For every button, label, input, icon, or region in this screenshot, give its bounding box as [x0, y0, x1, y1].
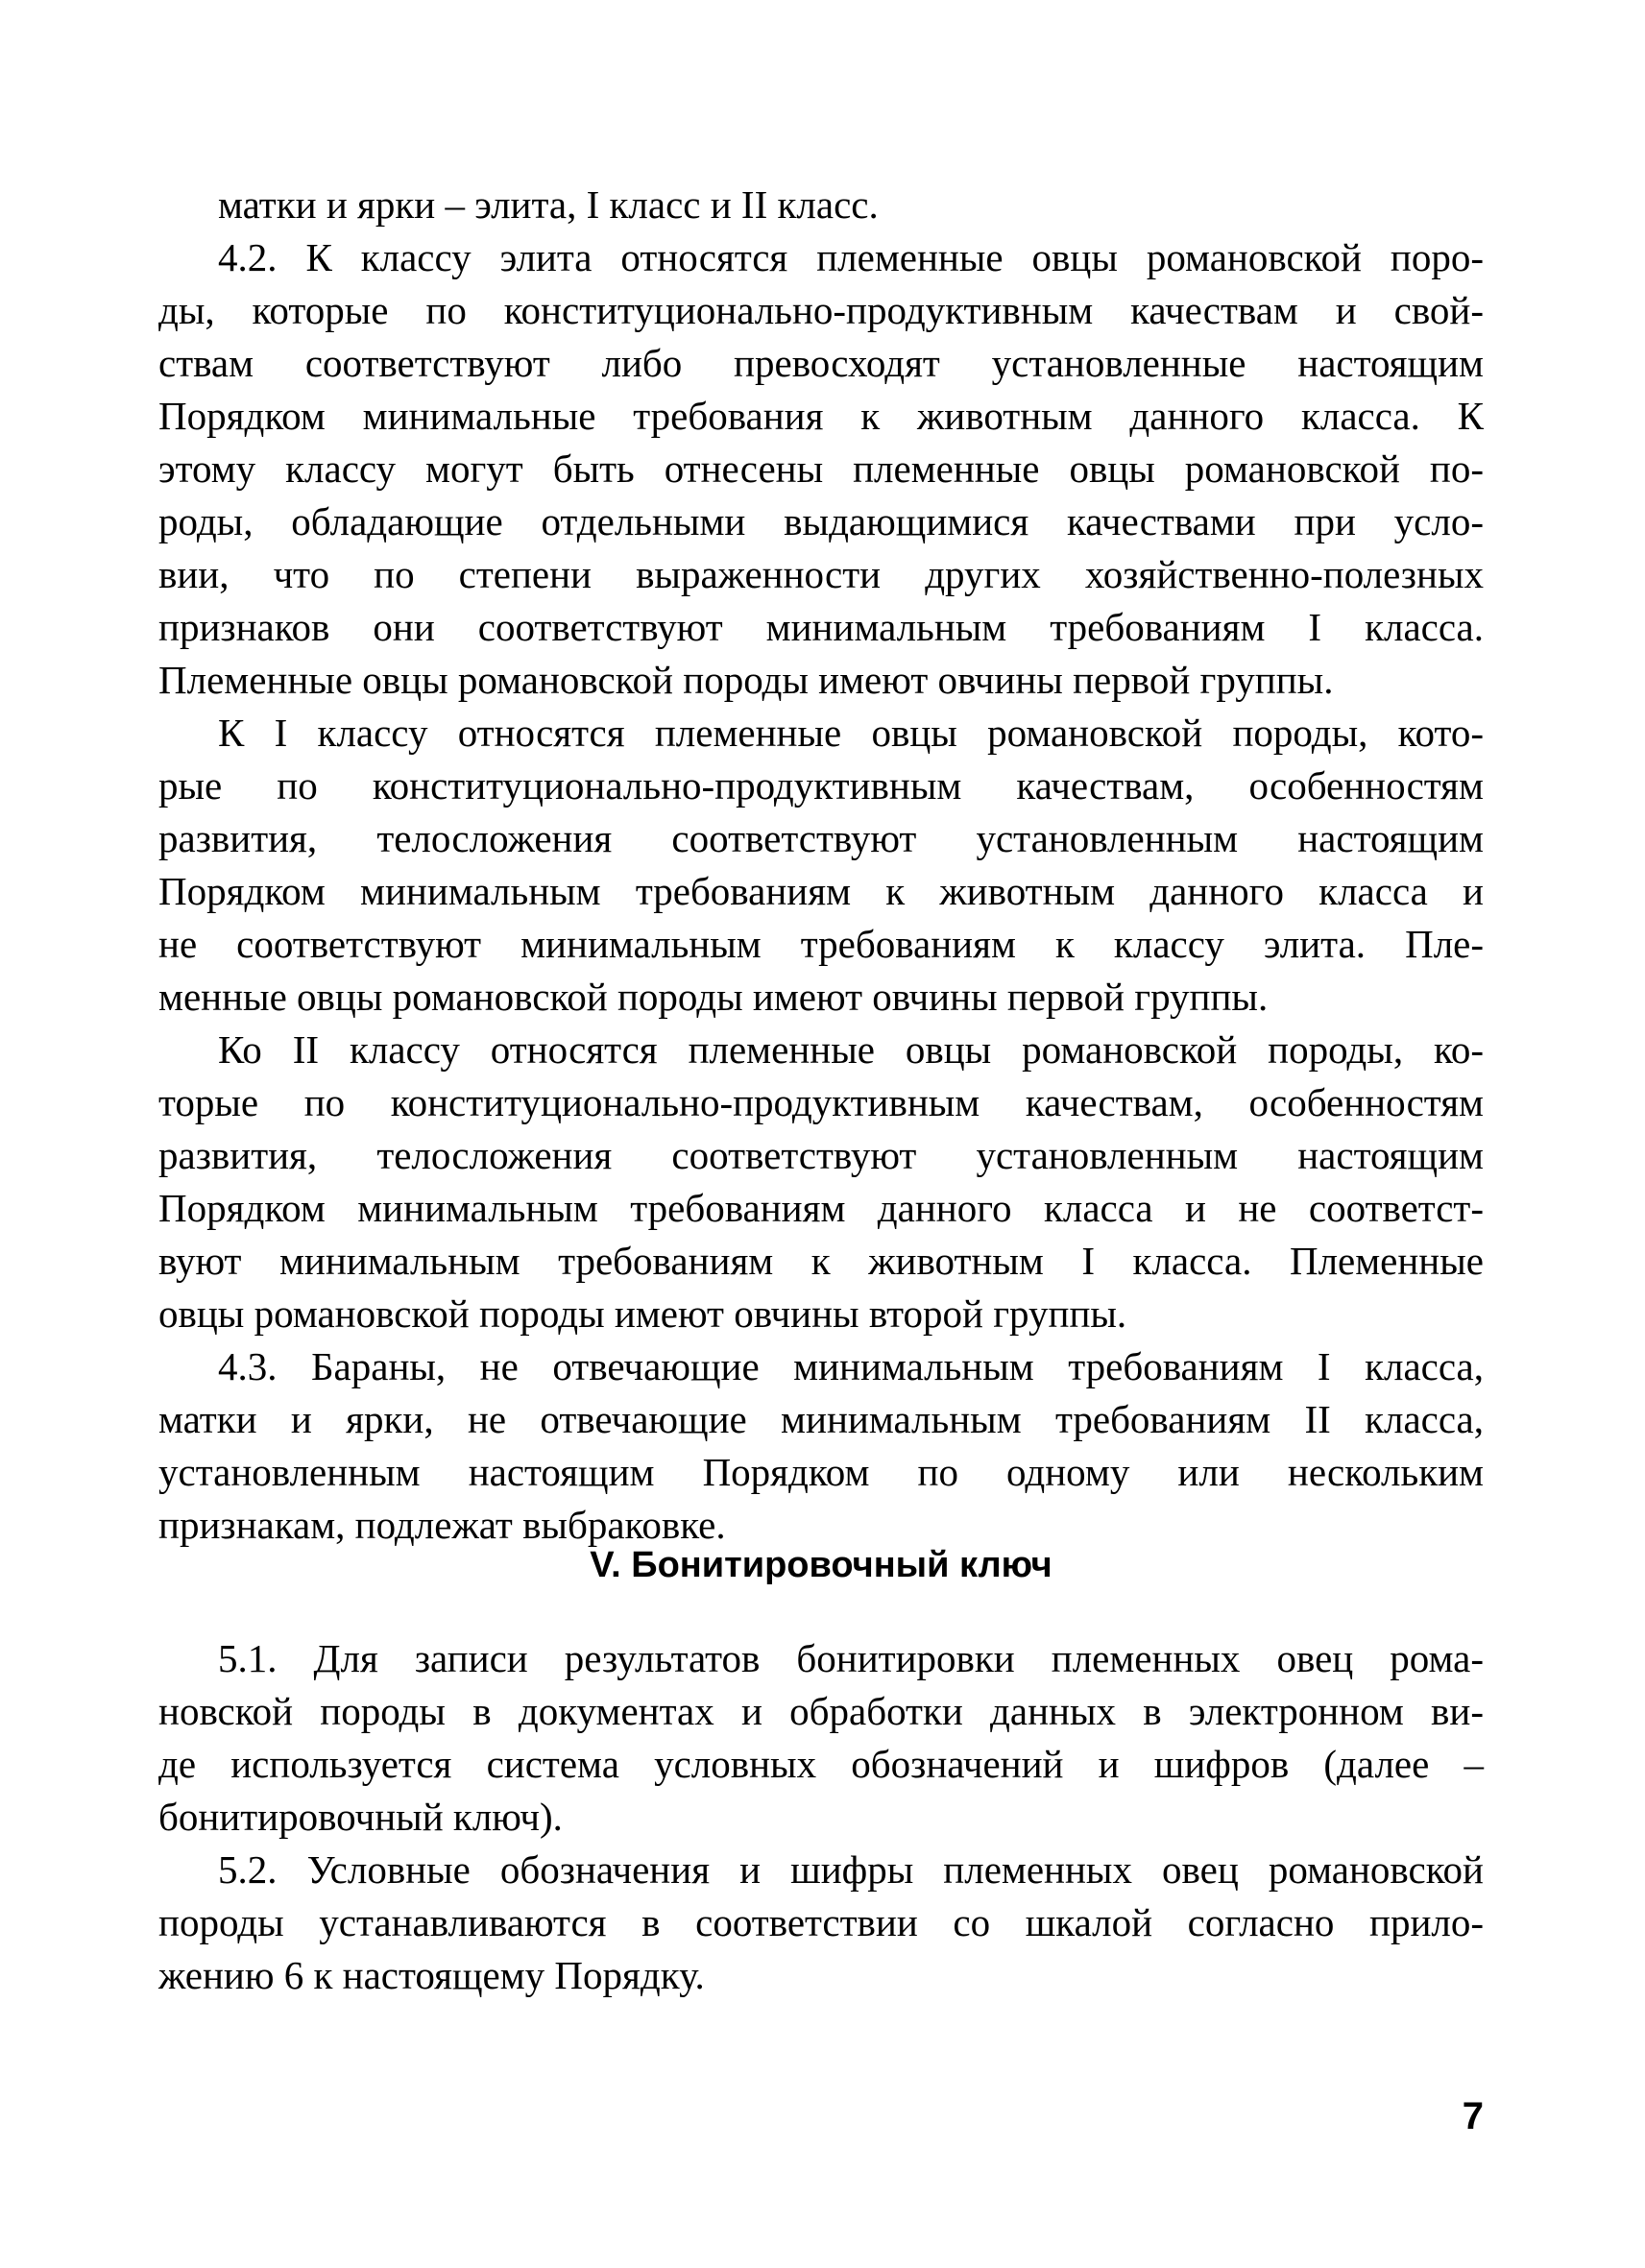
text-line: рые по конституционально-продуктивным качествам, особенностям [158, 763, 1484, 808]
text-line: этому классу могут быть отнесены племенные овцы романовской по- [158, 446, 1484, 491]
text-line: ды, которые по конституционально-продуктивным качествам и свой- [158, 288, 1484, 332]
paragraph [158, 179, 1484, 231]
text-line: Порядком минимальным требованиям данного класса и не соответст- [158, 1186, 1484, 1230]
text-line: признакам, подлежат выбраковке. [158, 1503, 726, 1547]
section-4-text [158, 179, 1484, 1552]
text-line: матки и ярки – элита, I класс и II класс. [218, 182, 879, 227]
paragraph [158, 707, 1484, 1024]
paragraph [158, 1632, 1484, 1844]
text-line: вуют минимальным требованиям к животным I класса. Племенные [158, 1239, 1484, 1283]
text-line: роды, обладающие отдельными выдающимися качествами при усло- [158, 499, 1484, 543]
page-number: 7 [1462, 2095, 1484, 2137]
text-line: 5.2. Условные обозначения и шифры племенных овец романовской [218, 1847, 1484, 1892]
text-line: не соответствуют минимальным требованиям к классу элита. Пле- [158, 922, 1484, 966]
text-line: матки и ярки, не отвечающие минимальным требованиям II класса, [158, 1397, 1484, 1441]
text-line: де используется система условных обозначений и шифров (далее – [158, 1742, 1484, 1786]
paragraph [158, 1340, 1484, 1552]
section-5-heading: V. Бонитировочный ключ [590, 1545, 1052, 1585]
text-line: признаков они соответствуют минимальным требованиям I класса. [158, 605, 1484, 649]
text-line: 4.3. Бараны, не отвечающие минимальным требованиям I класса, [218, 1344, 1484, 1388]
text-line: овцы романовской породы имеют овчины второй группы. [158, 1291, 1127, 1336]
text-line: Порядком минимальным требованиям к животным данного класса и [158, 869, 1484, 913]
text-line: бонитировочный ключ). [158, 1795, 563, 1839]
paragraph [158, 1844, 1484, 2002]
text-line: развития, телосложения соответствуют установленным настоящим [158, 816, 1484, 860]
text-line: породы устанавливаются в соответствии со шкалой согласно прило- [158, 1900, 1484, 1944]
paragraph [158, 231, 1484, 707]
section-5-text [158, 1632, 1484, 2002]
paragraph [158, 1024, 1484, 1340]
text-line: ствам соответствуют либо превосходят установленные настоящим [158, 341, 1484, 385]
text-line: торые по конституционально-продуктивным качествам, особенностям [158, 1080, 1484, 1124]
text-line: новской породы в документах и обработки данных в электронном ви- [158, 1689, 1484, 1733]
text-line: менные овцы романовской породы имеют овчины первой группы. [158, 975, 1269, 1019]
text-line: развития, телосложения соответствуют установленным настоящим [158, 1133, 1484, 1177]
text-line: установленным настоящим Порядком по одному или нескольким [158, 1450, 1484, 1494]
text-line: Порядком минимальные требования к животным данного класса. К [158, 394, 1484, 438]
text-line: 5.1. Для записи результатов бонитировки племенных овец рома- [218, 1636, 1484, 1680]
text-line: Племенные овцы романовской породы имеют овчины первой группы. [158, 658, 1334, 702]
text-line: Ко II классу относятся племенные овцы романовской породы, ко- [218, 1027, 1484, 1072]
text-line: К I классу относятся племенные овцы романовской породы, кото- [218, 711, 1484, 755]
text-line: жению 6 к настоящему Порядку. [158, 1953, 705, 1997]
text-line: 4.2. К классу элита относятся племенные овцы романовской поро- [218, 235, 1484, 279]
text-line: вии, что по степени выраженности других хозяйственно-полезных [158, 552, 1484, 596]
